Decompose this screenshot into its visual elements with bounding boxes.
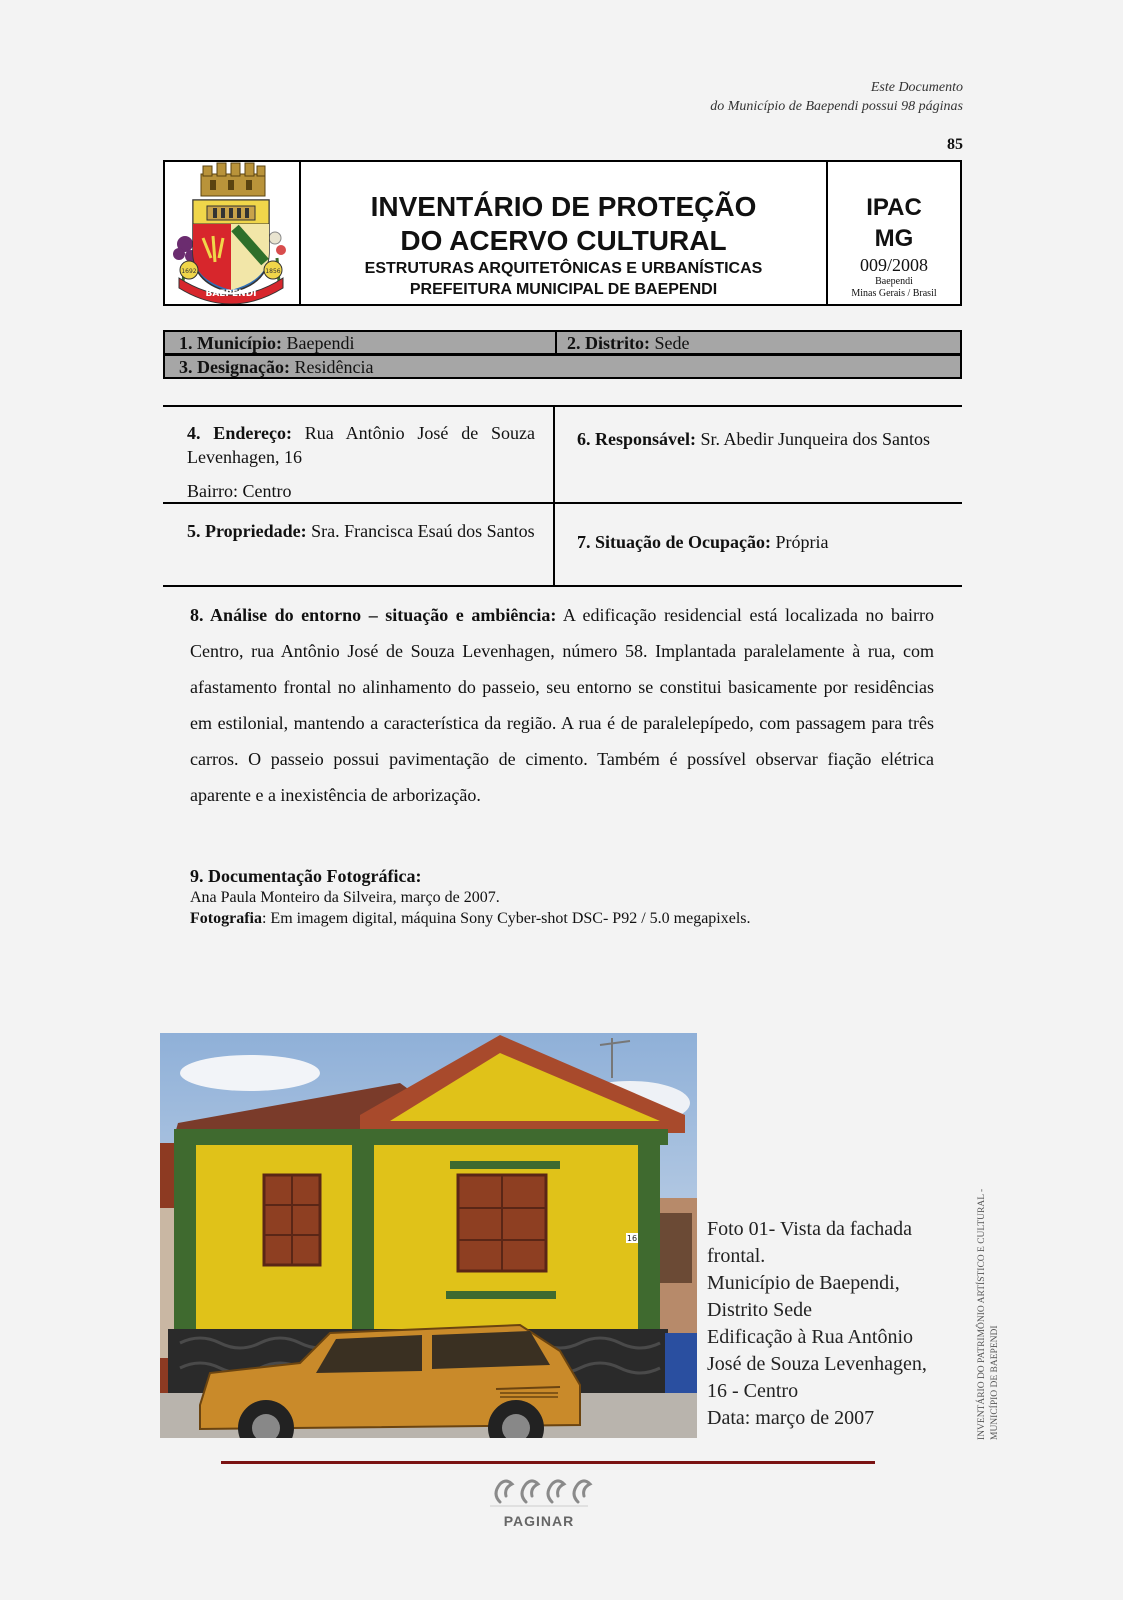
responsavel-value: Sr. Abedir Junqueira dos Santos [696,429,931,449]
document-note-line1: Este Documento [870,80,963,95]
logo-year-left: 1692 [181,268,197,275]
designacao-value: Residência [290,357,374,377]
documentation-author: Ana Paula Monteiro da Silveira, março de 2007. [190,889,500,906]
situacao-label: 7. Situação de Ocupação: [577,532,772,552]
ipac-label: IPAC [866,194,922,221]
designacao-field [165,356,373,378]
documentation-camera [190,908,934,929]
bairro-value: Bairro: Centro [187,481,292,501]
municipio-label: 1. Município: [179,333,283,353]
place-state: Minas Gerais / Brasil [851,288,937,299]
title-line2: DO ACERVO CULTURAL [400,225,727,256]
side-text-line1: INVENTÁRIO DO PATRIMÔNIO ARTÍSTICO E CULTURAL - [977,1188,987,1440]
designacao-label: 3. Designação: [179,357,290,377]
info-grid [163,405,962,587]
coat-of-arms-logo [165,162,301,304]
place-city: Baependi [875,276,913,287]
house-photo [160,1033,697,1438]
document-note [710,78,963,116]
endereco-field [187,421,535,503]
foto-label: Fotografia [190,910,262,927]
grid-vertical-line [553,407,555,585]
foto-text: : Em imagem digital, máquina Sony Cyber-shot DSC- P92 / 5.0 megapixels. [261,910,751,927]
endereco-label: 4. Endereço: [187,423,292,443]
distrito-value: Sede [649,333,690,353]
responsavel-field [577,427,941,451]
form-header [163,160,962,306]
distrito-label: 2. Distrito: [567,333,650,353]
distrito-field [557,332,689,354]
caption-line1: Foto 01- Vista da fachada frontal. [707,1218,913,1267]
row-municipio-distrito [163,330,962,355]
municipio-value: Baependi [282,333,355,353]
side-text-line2: MUNICÍPIO DE BAEPENDI [990,1325,1000,1440]
propriedade-value: Sra. Francisca Esaú dos Santos [306,521,535,541]
side-vertical-text [976,1189,1002,1440]
paginar-label: PAGINAR [503,1513,575,1529]
caption-line2: Município de Baependi, Distrito Sede [707,1272,900,1321]
propriedade-label: 5. Propriedade: [187,521,307,541]
responsavel-label: 6. Responsável: [577,429,697,449]
situacao-field [577,530,941,554]
photo-caption [707,1216,947,1432]
row-designacao [163,354,962,379]
document-note-line2: do Município de Baependi possui 98 páginas [710,99,963,114]
subtitle-line2: PREFEITURA MUNICIPAL DE BAEPENDI [409,281,718,298]
header-title-block [301,162,828,304]
ipac-code: 009/2008 [859,255,928,275]
logo-ribbon-text: BAEPENDI [205,289,257,299]
situacao-value: Própria [771,532,829,552]
photo-documentation [190,865,934,929]
title-line1: INVENTÁRIO DE PROTEÇÃO [370,191,757,222]
footer-rule [221,1461,875,1464]
caption-line4: Data: março de 2007 [707,1407,875,1429]
municipio-field [165,332,355,354]
logo-year-right: 1856 [265,268,281,275]
page-number: 85 [947,136,963,153]
analysis-label: 8. Análise do entorno – situação e ambiência: [190,605,557,625]
endereco-value: Rua Antônio José de Souza Levenhagen, 16 [187,423,535,467]
paginar-logo [484,1474,594,1529]
documentation-label: 9. Documentação Fotográfica: [190,866,422,886]
propriedade-field [187,519,535,543]
caption-line3: Edificação à Rua Antônio José de Souza Levenhagen, 16 - Centro [707,1326,927,1402]
coat-of-arms-image [165,162,297,304]
house-photo-drawing [160,1033,697,1438]
ipac-block [828,162,960,304]
subtitle-line1: ESTRUTURAS ARQUITETÔNICAS E URBANÍSTICAS [364,260,763,277]
mg-label: MG [874,225,914,252]
house-number: 16 [626,1234,638,1243]
analysis-text: A edificação residencial está localizada no bairro Centro, rua Antônio José de Souza Levenhagen, número 58. Implantada paralelamente à rua, com afastamento frontal no alinhamento do passeio, seu entorno se constitui basicamente por residências em estilonial, mantendo a característica da região. A rua é de paralelepípedo, com passagem para três carros. O passeio possui pavimentação de cimento. Também é possível observar fiação elétrica aparente e a inexistência de arborização. [190,605,935,805]
analysis-paragraph [190,597,934,813]
paginar-logo-mark [484,1474,594,1508]
